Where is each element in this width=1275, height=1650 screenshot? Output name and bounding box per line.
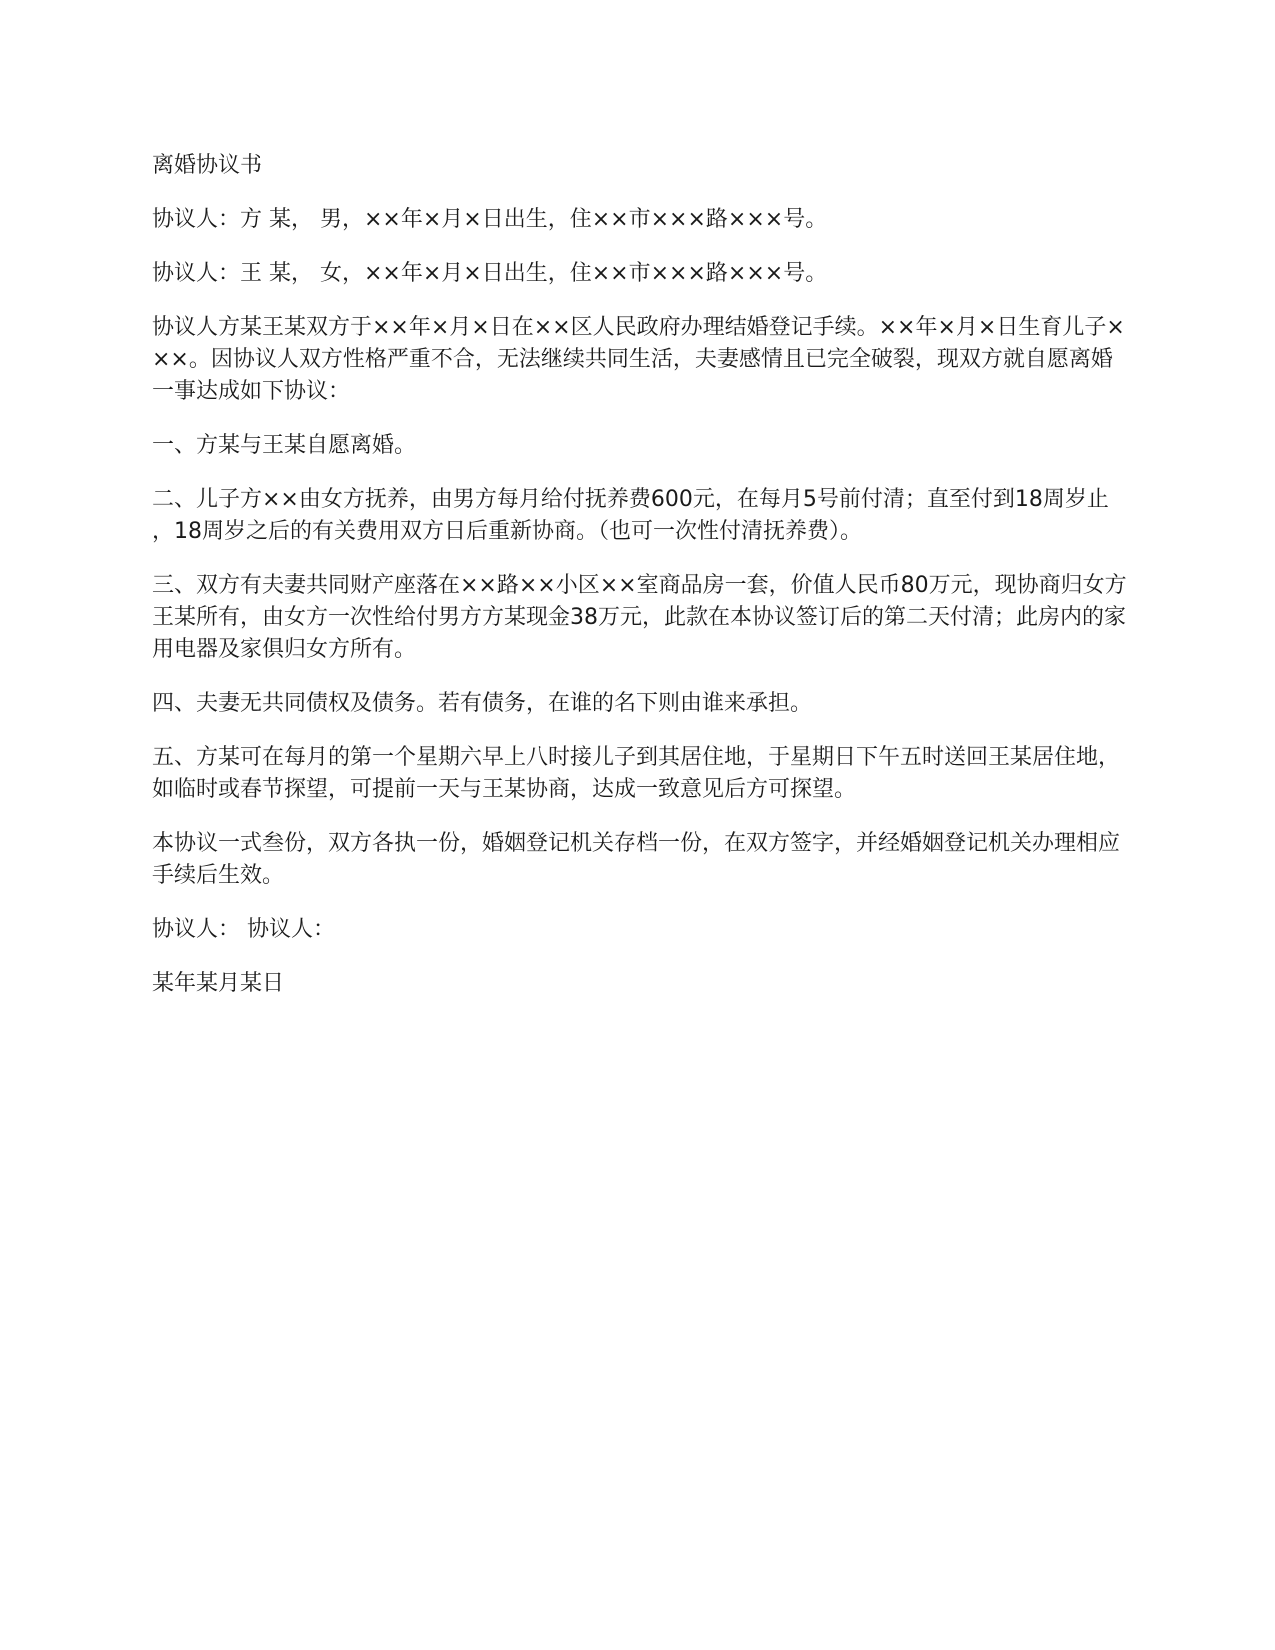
clause-3: 三、双方有夫妻共同财产座落在××路××小区××室商品房一套，价值人民币80万元，现协商归女方王某所有，由女方一次性给付男方方某现金38万元，此款在本协议签订后的第二天付清；此房内的家用电器及家俱归女方所有。: [152, 573, 1127, 662]
signature-line: 协议人： 协议人：: [152, 917, 335, 942]
clause-1: 一、方某与王某自愿离婚。: [152, 433, 417, 458]
clause-4: 四、夫妻无共同债权及债务。若有债务，在谁的名下则由谁来承担。: [152, 691, 813, 716]
party-a-info: 协议人：方 某， 男，××年×月×日出生，住××市×××路×××号。: [152, 207, 828, 232]
document-title: 离婚协议书: [152, 153, 263, 178]
closing-paragraph: 本协议一式叁份，双方各执一份，婚姻登记机关存档一份，在双方签字，并经婚姻登记机关办理相应手续后生效。: [152, 831, 1121, 888]
preamble-paragraph: 协议人方某王某双方于××年×月×日在××区人民政府办理结婚登记手续。××年×月×日生育儿子×××。因协议人双方性格严重不合，无法继续共同生活，夫妻感情且已完全破裂，现双方就自愿离婚一事达成如下协议：: [152, 315, 1125, 404]
date-line: 某年某月某日: [152, 971, 285, 996]
clause-5: 五、方某可在每月的第一个星期六早上八时接儿子到其居住地，于星期日下午五时送回王某居住地，如临时或春节探望，可提前一天与王某协商，达成一致意见后方可探望。: [152, 745, 1121, 802]
party-b-info: 协议人：王 某， 女，××年×月×日出生，住××市×××路×××号。: [152, 261, 828, 286]
clause-2: 二、儿子方××由女方抚养，由男方每月给付抚养费600元，在每月5号前付清；直至付到18周岁止，18周岁之后的有关费用双方日后重新协商。（也可一次性付清抚养费）。: [152, 487, 1109, 544]
document-body: [152, 150, 1127, 1022]
